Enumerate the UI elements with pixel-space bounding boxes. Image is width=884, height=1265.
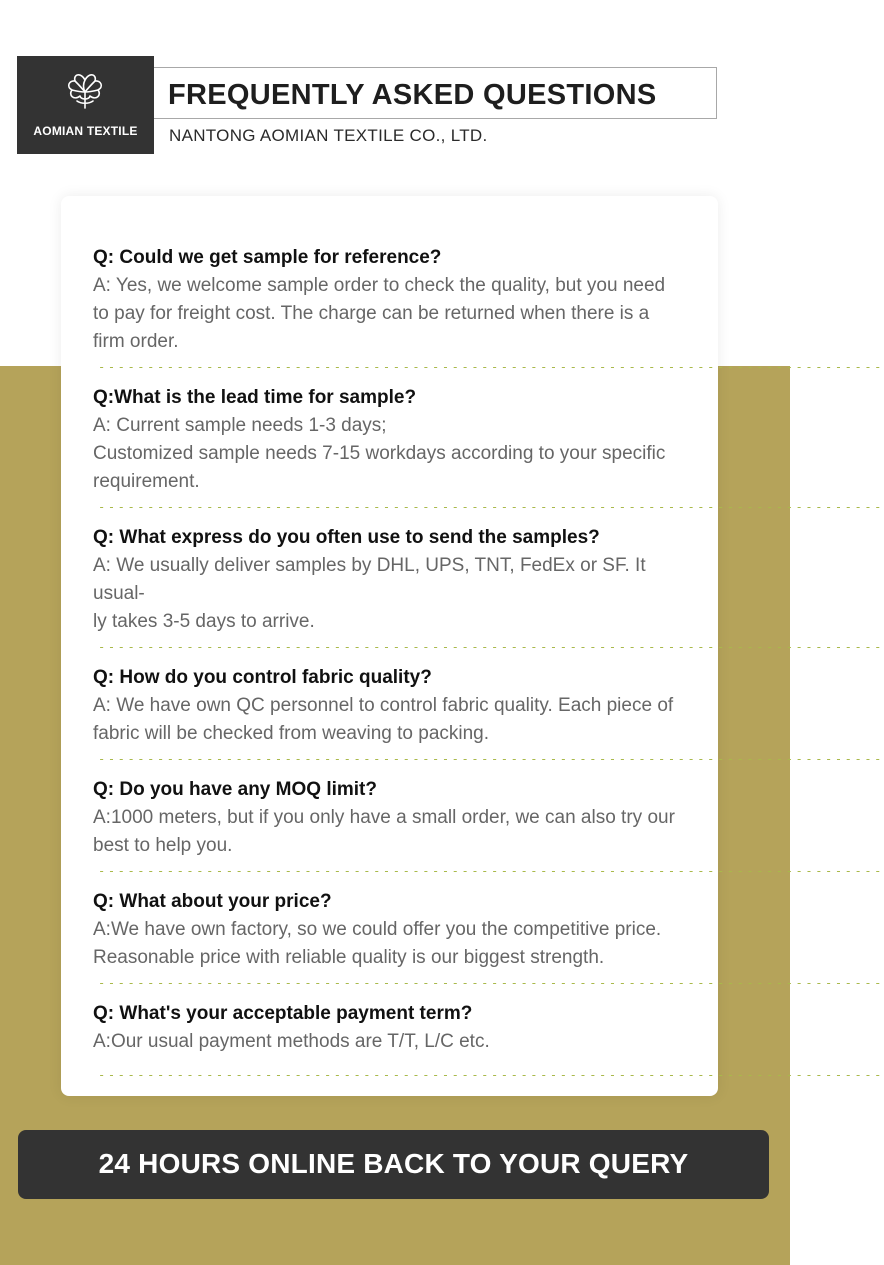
page-title: FREQUENTLY ASKED QUESTIONS [168, 79, 657, 111]
dashed-divider: -------------------------------------------------------------------------------- [98, 752, 884, 766]
faq-answer-line: to pay for freight cost. The charge can be returned when there is a [93, 303, 650, 324]
faq-question: Q: What express do you often use to send the samples? [93, 527, 600, 548]
faq-item [93, 384, 884, 524]
faq-answer-line: A:1000 meters, but if you only have a small order, we can also try our [93, 807, 675, 828]
dashed-divider: -------------------------------------------------------------------------------- [98, 640, 884, 654]
faq-item [93, 524, 884, 664]
dashed-divider: -------------------------------------------------------------------------------- [98, 1068, 884, 1082]
faq-answer-line: A: We have own QC personnel to control fabric quality. Each piece of [93, 695, 674, 716]
faq-answer-line: A: We usually deliver samples by DHL, UPS, TNT, FedEx or SF. It usual- [93, 555, 646, 604]
faq-item [93, 888, 884, 1000]
dashed-divider: -------------------------------------------------------------------------------- [98, 360, 884, 374]
dashed-divider: -------------------------------------------------------------------------------- [98, 500, 884, 514]
cotton-flower-icon [61, 70, 109, 110]
faq-answer-line: A:We have own factory, so we could offer you the competitive price. [93, 919, 662, 940]
faq-item [93, 776, 884, 888]
faq-question: Q: How do you control fabric quality? [93, 667, 432, 688]
faq-card [61, 196, 884, 1096]
faq-answer-line: best to help you. [93, 835, 233, 856]
faq-answer-line: A:Our usual payment methods are T/T, L/C etc. [93, 1031, 490, 1052]
faq-question: Q: Could we get sample for reference? [93, 247, 442, 268]
dashed-divider: -------------------------------------------------------------------------------- [98, 864, 884, 878]
title-box [154, 67, 717, 119]
faq-item [93, 1000, 884, 1092]
faq-answer-line: ly takes 3-5 days to arrive. [93, 611, 315, 632]
contact-banner [18, 1130, 769, 1199]
faq-answer-line: Reasonable price with reliable quality is our biggest strength. [93, 947, 605, 968]
company-name: NANTONG AOMIAN TEXTILE CO., LTD. [169, 126, 488, 145]
faq-question: Q: Do you have any MOQ limit? [93, 779, 377, 800]
faq-answer-line: A: Current sample needs 1-3 days; [93, 415, 387, 436]
company-logo [17, 56, 154, 154]
logo-text: AOMIAN TEXTILE [33, 124, 138, 138]
banner-text: 24 HOURS ONLINE BACK TO YOUR QUERY [98, 1148, 689, 1179]
faq-answer-line: firm order. [93, 331, 179, 352]
faq-answer-line: Customized sample needs 7-15 workdays according to your specific [93, 443, 666, 464]
dashed-divider: -------------------------------------------------------------------------------- [98, 976, 884, 990]
faq-answer-line: fabric will be checked from weaving to packing. [93, 723, 490, 744]
faq-answer-line: requirement. [93, 471, 200, 492]
faq-item [93, 244, 884, 384]
faq-list [93, 244, 884, 1092]
faq-item [93, 664, 884, 776]
faq-question: Q: What's your acceptable payment term? [93, 1003, 473, 1024]
faq-question: Q: What about your price? [93, 891, 332, 912]
faq-question: Q:What is the lead time for sample? [93, 387, 417, 408]
faq-answer-line: A: Yes, we welcome sample order to check the quality, but you need [93, 275, 666, 296]
